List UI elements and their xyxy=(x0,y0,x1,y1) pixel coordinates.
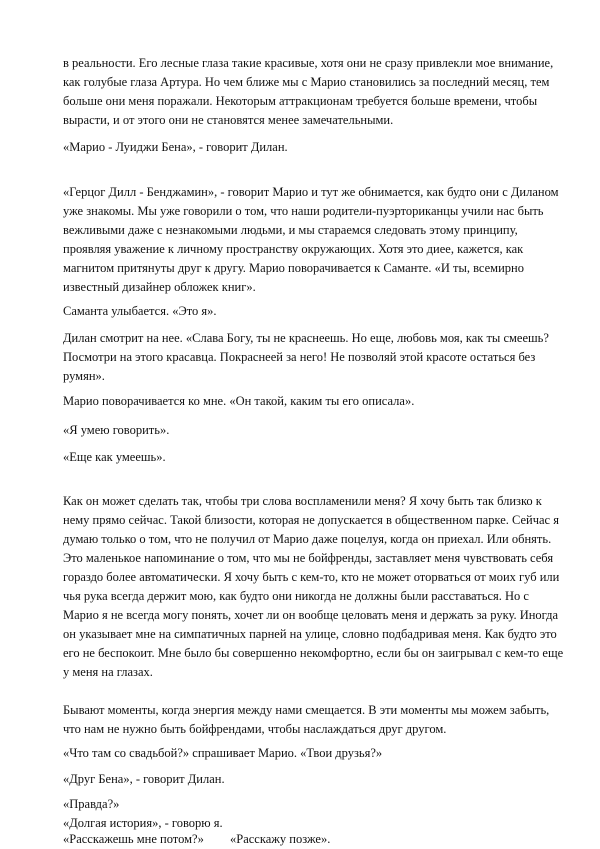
text-line: вежливыми даже с незнакомыми людьми, и мы стараемся следовать этому принципу, xyxy=(63,223,518,237)
paragraph xyxy=(63,392,553,411)
text-line: чья рука всегда держит мою, как будто они никогда не должны были расставаться. Но с xyxy=(63,589,529,603)
text-line: больше они меня поражали. Некоторым аттракционам требуется больше времени, чтобы xyxy=(63,94,538,108)
text-line: «Долгая история», - говорю я. xyxy=(63,816,223,830)
paragraph xyxy=(63,448,553,467)
text-line: «Что там со свадьбой?» спрашивает Марио. «Твои друзья?» xyxy=(63,746,383,760)
text-line: Марио поворачивается ко мне. «Он такой, каким ты его описала». xyxy=(63,394,415,408)
text-line: Как он может сделать так, чтобы три слова воспламенили меня? Я хочу быть так близко к xyxy=(63,494,542,508)
text-line: «Я умею говорить». xyxy=(63,423,170,437)
text-line: уже знакомы. Мы уже говорили о том, что наши родители-пуэрториканцы учили нас быть xyxy=(63,204,544,218)
text-line: «Расскажешь мне потом?» xyxy=(63,832,204,846)
paragraph xyxy=(63,54,553,130)
text-line: Посмотри на этого красавца. Покраснеей за него! Не позволяй этой красоте остаться без xyxy=(63,350,536,364)
paragraph xyxy=(63,701,553,739)
text-line: Дилан смотрит на нее. «Слава Богу, ты не краснеешь. Но еще, любовь моя, как ты смеешь? xyxy=(63,331,549,345)
text-line: магнитом притянуты друг к другу. Марио поворачивается к Саманте. «И ты, всемирно xyxy=(63,261,524,275)
paragraph xyxy=(63,795,553,814)
paragraph xyxy=(63,183,559,297)
text-line: «Герцог Дилл - Бенджамин», - говорит Марио и тут же обнимается, как будто они с Диланом xyxy=(63,185,559,199)
paragraph xyxy=(63,138,553,157)
paragraph xyxy=(63,492,564,682)
text-line: думаю только о том, что не получил от Марио даже поцелуя, когда он приехал. Или обнять. xyxy=(63,532,552,546)
text-line: Бывают моменты, когда энергия между нами смещается. В эти моменты мы можем забыть, xyxy=(63,703,550,717)
paragraph xyxy=(230,830,600,849)
text-line: вырасти, и от этого они не становятся менее замечательными. xyxy=(63,113,394,127)
text-line: румян». xyxy=(63,369,105,383)
text-line: он указывает мне на симпатичных парней на улице, словно подбадривая меня. Как будто это xyxy=(63,627,557,641)
text-line: «Еще как умеешь». xyxy=(63,450,166,464)
text-line: известный дизайнер обложек книг». xyxy=(63,280,256,294)
paragraph xyxy=(63,421,553,440)
paragraph xyxy=(63,329,553,386)
paragraph xyxy=(63,770,553,789)
text-line: у меня на глазах. xyxy=(63,665,153,679)
text-line: гораздо более автоматически. Я хочу быть с кем-то, кто не может оторваться от моих губ или xyxy=(63,570,560,584)
text-line: как голубые глаза Артура. Но чем ближе мы с Марио становились за последний месяц, тем xyxy=(63,75,550,89)
paragraph xyxy=(63,744,553,763)
text-line: «Друг Бена», - говорит Дилан. xyxy=(63,772,225,786)
paragraph xyxy=(63,302,553,321)
text-line: «Расскажу позже». xyxy=(230,832,331,846)
text-line: «Марио - Луиджи Бена», - говорит Дилан. xyxy=(63,140,288,154)
text-line: в реальности. Его лесные глаза такие красивые, хотя они не сразу привлекли мое внимание, xyxy=(63,56,554,70)
text-line: Саманта улыбается. «Это я». xyxy=(63,304,217,318)
text-line: его не беспокоит. Мне было бы совершенно некомфортно, если бы он заигрывал с кем-то еще xyxy=(63,646,564,660)
text-line: проявляя уважение к личному пространству окружающих. Хотя это диее, кажется, как xyxy=(63,242,524,256)
text-line: Марио я не всегда могу понять, хочет ли он вообще целовать меня и держать за руку. Иногда xyxy=(63,608,559,622)
text-line: что нам не нужно быть бойфрендами, чтобы наслаждаться друг другом. xyxy=(63,722,447,736)
text-line: нему прямо сейчас. Такой близости, которая не допускается в общественном парке. Сейчас я xyxy=(63,513,559,527)
text-line: «Правда?» xyxy=(63,797,120,811)
text-line: Это маленькое напоминание о том, что мы не бойфренды, заставляет меня чувствовать себя xyxy=(63,551,554,565)
